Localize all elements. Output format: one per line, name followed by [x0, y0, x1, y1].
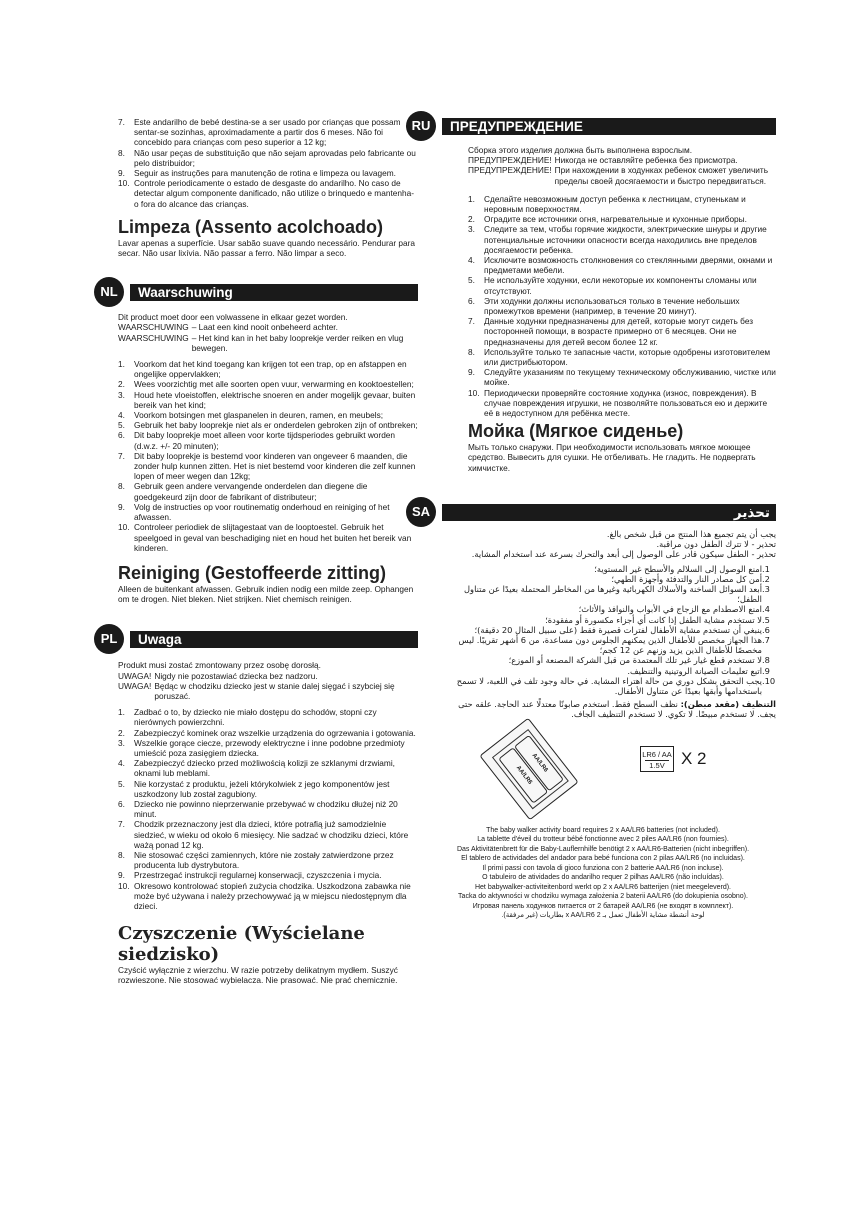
sa-section — [430, 529, 776, 720]
sa-list — [450, 564, 776, 697]
ru-warning-2: ПРЕДУПРЕЖДЕНИЕ! При нахождении в ходунках ребенок сможет увеличить пределы своей досягаемости и быстро передвигаться. — [468, 165, 769, 186]
ru-banner — [411, 117, 776, 135]
nl-title: Waarschuwing — [138, 285, 233, 301]
list-item: 3. Houd hete vloeistoffen, elektrische snoeren en ander mogelijk gevaar, buiten bereik van het kind; — [118, 389, 416, 410]
list-item: 8. لا تستخدم قطع غيار غير تلك المعتمدة من قبل الشركة المصنعة أو الموزع؛ — [508, 655, 770, 666]
list-item: 10. Controle periodicamente o estado de desgaste do andarilho. No caso de detectar algum componente danificado, não utilize o brinquedo e mantenha-o fora do alcance das crianças. — [118, 178, 414, 209]
nl-intro: Dit product moet door een volwassene in elkaar gezet worden. — [118, 312, 348, 323]
battery-notes — [430, 826, 776, 921]
list-item: 10. يجب التحقق بشكل دوري من حالة اهتراء المشاية. في حالة وجود تلف في اللعبة، لا تسمح باستخدامها وأبقها بعيدًا عن متناول الأطفال. — [456, 675, 776, 696]
list-item: 5. Не используйте ходунки, если некоторые их компоненты сломаны или отсутствуют. — [468, 275, 757, 296]
nl-badge: NL — [94, 277, 124, 307]
sa-title: تحذير — [733, 504, 770, 520]
list-item: 7. Chodzik przeznaczony jest dla dzieci, które potrafią już samodzielnie siedzieć, w wieku od około 6 miesięcy. Nie sadzać w chodziku dzieci, które ważą ponad 12 kg. — [118, 819, 409, 850]
ru-intro: Сборка этого изделия должна быть выполнена взрослым. — [468, 145, 693, 155]
list-item: 5. Gebruik het baby looprekje niet als er onderdelen gebroken zijn of ontbreken; — [118, 420, 418, 431]
battery-cell: AA/LR6 — [514, 734, 564, 791]
list-item: 6. Dit baby looprekje moet alleen voor korte tijdsperiodes gebruikt worden (d.w.z. +/- 20 minuten); — [118, 430, 396, 451]
ru-title: ПРЕДУПРЕЖДЕНИЕ — [450, 119, 583, 134]
list-item: 1. Zadbać o to, by dziecko nie miało dostępu do schodów, stopni czy nierównych powierzchni. — [118, 707, 377, 728]
pl-list — [118, 707, 418, 911]
list-item: 2. Zabezpieczyć kominek oraz wszelkie urządzenia do ogrzewania i gotowania. — [118, 727, 416, 738]
battery-note: لوحة أنشطة مشاية الأطفال تعمل بـ 2 x AA/LR6 بطاريات (غير مرفقة). — [501, 912, 705, 920]
pt-clean-text: Lavar apenas a superfície. Usar sabão suave quando necessário. Pendurar para secar. Não usar lixívia. Não passar a ferro. Não limpar a seco. — [118, 237, 416, 259]
battery-note: Tacka do aktywności w chodziku wymaga założenia 2 baterii AA/LR6 (do dokupienia osobno). — [458, 893, 748, 901]
battery-note: O tabuleiro de atividades do andarilho requer 2 pilhas AA/LR6 (não incluídas). — [482, 874, 724, 882]
pl-badge: PL — [94, 624, 124, 654]
sa-clean-text: نظف السطح فقط. استخدم صابونًا معتدلًا عند الحاجة. علقه حتى يجف. لا تستخدم مبيضًا. لا تكوي. لا تستخدم التنظيف الجاف. — [458, 699, 776, 720]
list-item: 9. Volg de instructies op voor routinematig onderhoud en reiniging of het afwassen. — [118, 501, 390, 523]
sa-warning-1: تحذير - لا تترك الطفل دون مراقبة. — [656, 539, 776, 550]
list-item: 2. Wees voorzichtig met alle soorten open vuur, verwarming en kooktoestellen; — [118, 379, 414, 390]
list-item: 5. لا تستخدم مشاية الطفل إذا كانت أي أجزاء مكسورة أو مفقودة؛ — [545, 614, 770, 625]
list-item: 1. امنع الوصول إلى السلالم والأسطح غير المستوية؛ — [594, 563, 770, 574]
list-item: 8. Gebruik geen andere vervangende onderdelen dan diegene die goedgekeurd zijn door de fabrikant of distributeur; — [118, 481, 368, 502]
battery-note: Il primi passi con tavola di gioco funziona con 2 batterie AA/LR6 (non incluse). — [482, 864, 724, 872]
list-item: 7. هذا الجهاز مخصص للأطفال الذين يمكنهم الجلوس دون مساعدة، من 6 أشهر تقريبًا. ليس مخصصًا للأطفال الذين يزيد وزنهم عن 12 كجم؛ — [458, 634, 770, 656]
battery-count: X 2 — [681, 748, 707, 768]
sa-warning-2: تحذير - الطفل سيكون قادر على الوصول إلى أبعد والتحرك بسرعة عند استخدام المشاية. — [471, 549, 776, 560]
list-item: 7. Este andarilho de bebé destina-se a ser usado por crianças que possam sentar-se sozinhas, aproximadamente a partir dos 6 meses. Não foi concebido para crianças com peso superior a 12 kg; — [118, 117, 401, 148]
pl-title: Uwaga — [138, 632, 182, 648]
battery-illustration — [430, 726, 776, 818]
pl-banner — [100, 630, 418, 648]
ru-clean-text: Мыть только снаружи. При необходимости использовать мягкое моющее средство. Вывесить для сушки. Не отбеливать. Не гладить. Не подвергать химчистке. — [468, 442, 756, 473]
list-item: 10. Okresowo kontrolować stopień zużycia chodzika. Uszkodzona zabawka nie może być używana i należy przechowywać ją w miejscu niedostępnym dla dzieci. — [118, 880, 411, 911]
list-item: 9. Seguir as instruções para manutenção de rotina e limpeza ou lavagem. — [118, 168, 396, 179]
list-item: 7. Данные ходунки предназначены для детей, которые могут сидеть без посторонней помощи, в возрасте примерно от 6 месяцев. Они не предназначены для детей весом более 12 кг. — [468, 316, 754, 347]
list-item: 1. Сделайте невозможным доступ ребенка к лестницам, ступенькам и неровным поверхностям. — [468, 193, 746, 215]
nl-warning-1: WAARSCHUWING – Laat een kind nooit onbeheerd achter. — [118, 322, 338, 333]
top-spacer — [118, 0, 418, 117]
pl-warning-2: UWAGA! Będąc w chodziku dziecko jest w stanie dalej sięgać i szybciej się poruszać. — [118, 680, 395, 701]
ru-badge: RU — [406, 111, 436, 141]
list-item: 4. Zabezpieczyć dziecko przed możliwością kolizji ze szklanymi drzwiami, oknami lub meblami. — [118, 758, 395, 779]
battery-note: The baby walker activity board requires 2 x AA/LR6 batteries (not included). — [486, 826, 720, 834]
battery-note: Das Aktivitätenbrett für die Baby-Lauflernhilfe benötigt 2 x AA/LR6-Batterien (nicht inbegriffen). — [456, 845, 750, 853]
list-item: 5. Nie korzystać z produktu, jeżeli którykolwiek z jego komponentów jest uszkodzony lub został zagubiony. — [118, 778, 390, 799]
nl-banner — [100, 283, 418, 301]
list-item: 2. Оградите все источники огня, нагревательные и кухонные приборы. — [468, 214, 747, 225]
list-item: 9. اتبع تعليمات الصيانة الروتينية والتنظيف. — [627, 665, 770, 676]
pl-clean-text: Czyścić wyłącznie z wierzchu. W razie potrzeby delikatnym mydłem. Suszyć rozwieszone. Nie stosować wybielacza. Nie prasować. Nie prać chemicznie. — [118, 965, 398, 986]
list-item: 6. ينبغي أن تستخدم مشاية الأطفال لفترات قصيرة فقط (على سبيل المثال 20 دقيقة)؛ — [474, 624, 770, 635]
pt-list — [118, 117, 418, 209]
battery-note: Игровая панель ходунков питается от 2 батарей AA/LR6 (не входят в комплект). — [472, 902, 734, 910]
ru-list — [430, 194, 776, 418]
ru-warning-1: ПРЕДУПРЕЖДЕНИЕ! Никогда не оставляйте ребенка без присмотра. — [468, 155, 738, 166]
nl-warning-2: WAARSCHUWING – Het kind kan in het baby looprekje verder reiken en vlug bewegen. — [118, 332, 404, 353]
list-item: 4. Voorkom botsingen met glaspanelen in deuren, ramen, en meubels; — [118, 410, 384, 421]
pl-clean-title: Czyszczenie (Wyścielane siedzisko) — [118, 923, 365, 966]
battery-note: Het babywalker-activiteitenbord werkt op 2 x AA/LR6 batterijen (niet meegeleverd). — [474, 883, 732, 891]
sa-intro: يجب أن يتم تجميع هذا المنتج من قبل شخص بالغ. — [606, 528, 776, 539]
sa-badge: SA — [406, 497, 436, 527]
nl-clean-title: Reiniging (Gestoffeerde zitting) — [118, 562, 386, 583]
pt-clean-title: Limpeza (Assento acolchoado) — [118, 216, 384, 237]
list-item: 3. Следите за тем, чтобы горячие жидкости, электрические шнуры и другие потенциальные источники опасности всегда находились вне пределов досягаемости ребенка. — [468, 224, 767, 255]
right-column — [411, 0, 776, 921]
list-item: 9. Следуйте указаниям по текущему техническому обслуживанию, чистке или мойке. — [468, 367, 776, 388]
list-item: 8. Nie stosować części zamiennych, które nie zostały zatwierdzone przez producenta lub dystrybutora. — [118, 849, 394, 871]
ru-clean-title: Мойка (Мягкое сиденье) — [468, 421, 684, 442]
nl-clean-text: Alleen de buitenkant afwassen. Gebruik indien nodig een milde zeep. Ophangen om te drogen. Niet bleken. Niet strijken. Niet chemisch reinigen. — [118, 583, 414, 605]
list-item: 2. أمن كل مصادر النار والتدفئة وأجهزة الطهي؛ — [611, 573, 770, 584]
battery-type-label: LR6 / AA 1.5V — [640, 746, 674, 772]
list-item: 3. أبعد السوائل الساخنة والأسلاك الكهربائية وغيرها من المخاطر المحتملة بعيدًا عن متناول الطفل؛ — [464, 583, 770, 605]
list-item: 6. Dziecko nie powinno nieprzerwanie przebywać w chodziku dłużej niż 20 minut. — [118, 798, 398, 820]
list-item: 10. Controleer periodiek de slijtagestaat van de looptoestel. Gebruik het speelgoed in geval van beschadiging niet en houd het buiten het bereik van kinderen. — [118, 522, 412, 553]
battery-cell: AA/LR6 — [498, 747, 548, 804]
pl-warning-1: UWAGA! Nigdy nie pozostawiać dziecka bez nadzoru. — [118, 670, 318, 681]
left-column — [100, 0, 418, 986]
sa-clean-title: التنظيف (مقعد مبطن): — [680, 699, 776, 710]
list-item: 3. Wszelkie gorące ciecze, przewody elektryczne i inne podobne przedmioty umieścić poza zasięgiem dziecka. — [118, 737, 405, 758]
nl-list — [118, 359, 418, 553]
list-item: 8. Используйте только те запасные части, которые одобрены изготовителем или дистрибьютором. — [468, 346, 771, 368]
list-item: 6. Эти ходунки должны использоваться только в течение небольших промежутков времени (например, в течение 20 минут). — [468, 295, 740, 317]
pl-intro: Produkt musi zostać zmontowany przez osobę dorosłą. — [118, 660, 321, 671]
list-item: 10. Периодически проверяйте состояние ходунка (износ, повреждения). В случае повреждения игрушки, не позволяйте пользоваться ею и держите её в недоступном для ребёнка месте. — [468, 387, 768, 419]
list-item: 8. Não usar peças de substituição que não sejam aprovadas pelo fabricante ou pelo distribuidor; — [118, 147, 416, 168]
battery-note: El tablero de actividades del andador para bebé funciona con 2 pilas AA/LR6 (no incluidas). — [461, 855, 745, 863]
battery-note: La tablette d'éveil du trotteur bébé fonctionne avec 2 piles AA/LR6 (non fournies). — [477, 836, 729, 844]
list-item: 7. Dit baby looprekje is bestemd voor kinderen van ongeveer 6 maanden, die zonder hulp kunnen zitten. Het is niet bestemd voor kinderen die zelf kunnen lopen of meer wegen dan 12kg; — [118, 450, 416, 482]
list-item: 9. Przestrzegać instrukcji regularnej konserwacji, czyszczenia i mycia. — [118, 870, 382, 881]
list-item: 4. امنع الاصطدام مع الزجاج في الأبواب والنوافذ والأثاث؛ — [578, 604, 770, 615]
sa-banner — [411, 503, 776, 521]
list-item: 1. Voorkom dat het kind toegang kan krijgen tot een trap, op en afstappen en ongelijke oppervlakken; — [118, 359, 407, 380]
battery-compartment-icon — [479, 717, 578, 820]
list-item: 4. Исключите возможность столкновения со стеклянными дверями, окнами и предметами мебели. — [468, 255, 773, 276]
